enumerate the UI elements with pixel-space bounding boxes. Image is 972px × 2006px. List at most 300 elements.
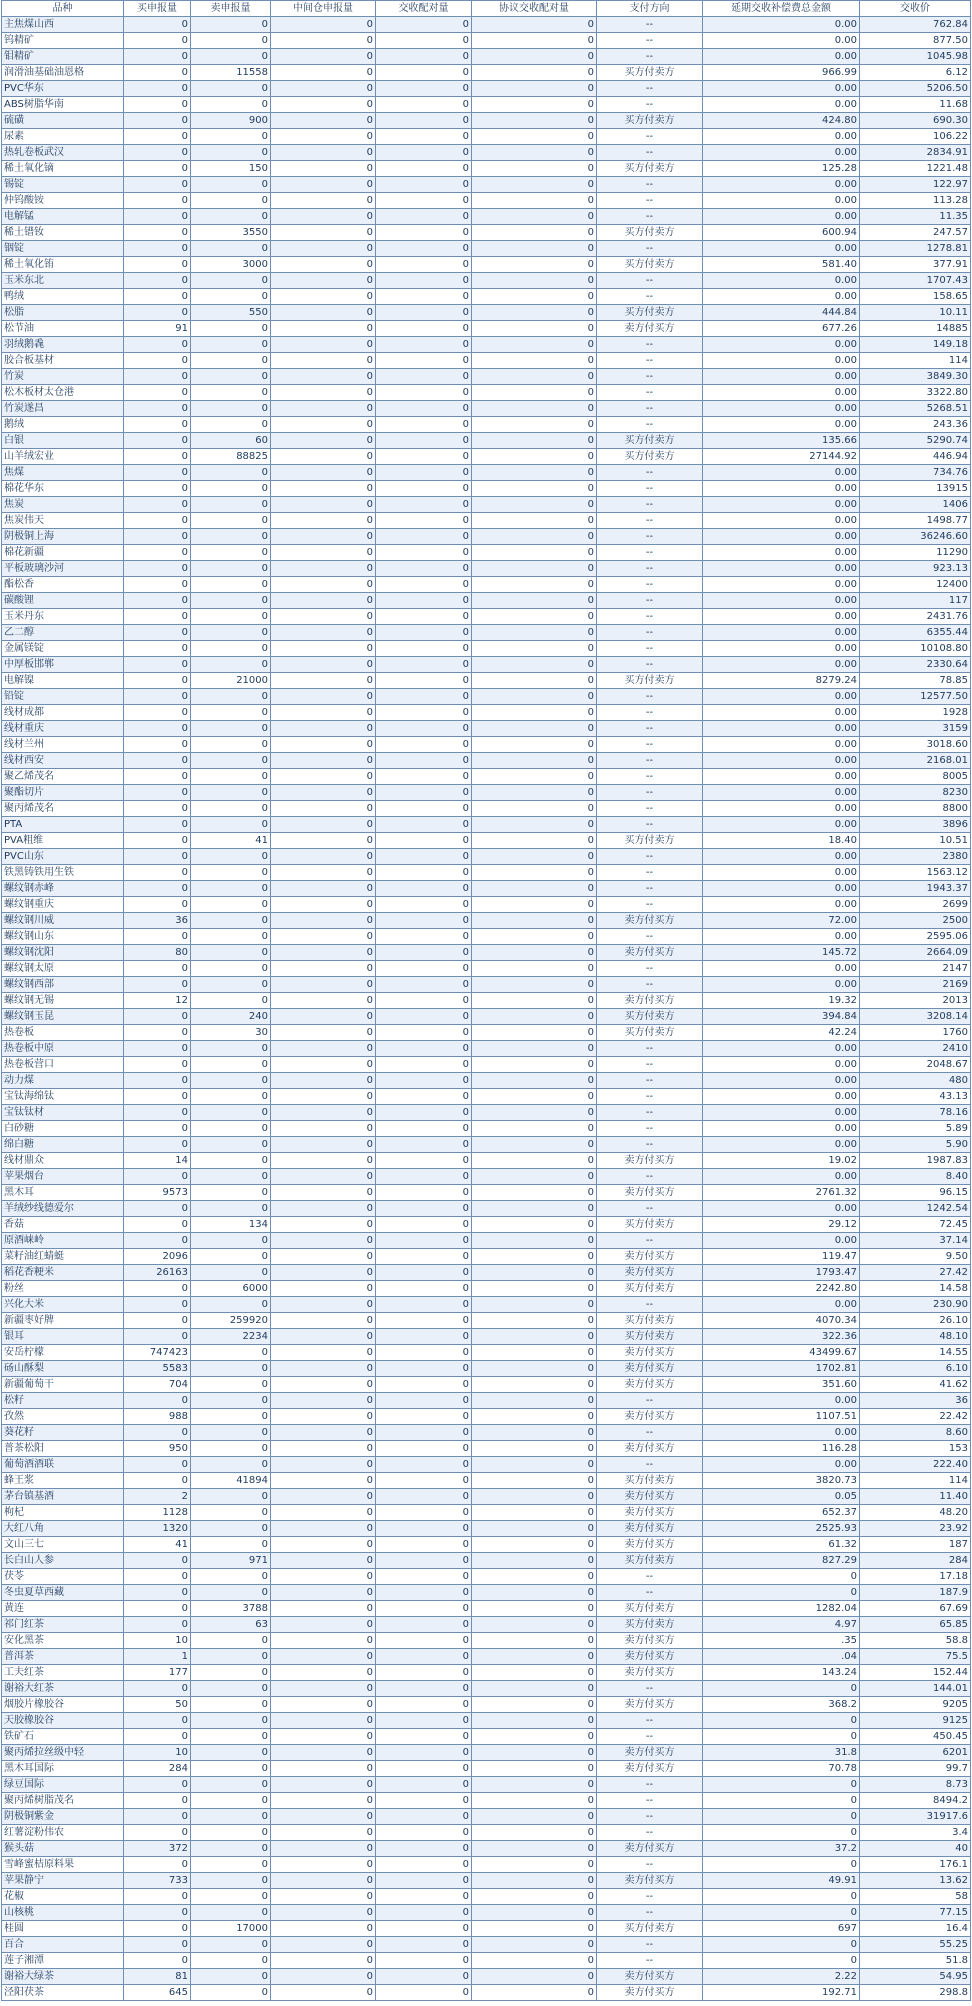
variety-cell: 棉花新疆 xyxy=(2,545,124,561)
intermediate-volume-cell: 0 xyxy=(271,593,376,609)
delivery-price-cell: 26.10 xyxy=(860,1313,971,1329)
intermediate-volume-cell: 0 xyxy=(271,961,376,977)
sell-volume-cell: 134 xyxy=(191,1217,271,1233)
intermediate-volume-cell: 0 xyxy=(271,849,376,865)
variety-cell: 电解镍 xyxy=(2,673,124,689)
buy-volume-cell: 0 xyxy=(124,513,191,529)
table-row xyxy=(2,1553,971,1569)
compensation-cell: 2242.80 xyxy=(703,1281,860,1297)
intermediate-volume-cell: 0 xyxy=(271,705,376,721)
matched-volume-cell: 0 xyxy=(376,865,472,881)
agreement-volume-cell: 0 xyxy=(472,609,597,625)
sell-volume-cell: 0 xyxy=(191,817,271,833)
agreement-volume-cell: 0 xyxy=(472,177,597,193)
compensation-cell: 4.97 xyxy=(703,1617,860,1633)
sell-volume-cell: 0 xyxy=(191,481,271,497)
intermediate-volume-cell: 0 xyxy=(271,65,376,81)
intermediate-volume-cell: 0 xyxy=(271,321,376,337)
compensation-cell: 0.00 xyxy=(703,177,860,193)
compensation-cell: 0.00 xyxy=(703,513,860,529)
variety-cell: 安化黑茶 xyxy=(2,1633,124,1649)
intermediate-volume-cell: 0 xyxy=(271,993,376,1009)
variety-cell: 新疆葡萄干 xyxy=(2,1377,124,1393)
compensation-cell: 0.00 xyxy=(703,1041,860,1057)
matched-volume-cell: 0 xyxy=(376,593,472,609)
agreement-volume-cell: 0 xyxy=(472,1777,597,1793)
payment-direction-cell: -- xyxy=(597,897,703,913)
delivery-price-cell: 114 xyxy=(860,1473,971,1489)
buy-volume-cell: 0 xyxy=(124,641,191,657)
agreement-volume-cell: 0 xyxy=(472,305,597,321)
buy-volume-cell: 0 xyxy=(124,929,191,945)
compensation-cell: 0.00 xyxy=(703,1297,860,1313)
buy-volume-cell: 0 xyxy=(124,273,191,289)
buy-volume-cell: 0 xyxy=(124,817,191,833)
table-row xyxy=(2,401,971,417)
buy-volume-cell: 14 xyxy=(124,1153,191,1169)
table-row xyxy=(2,1681,971,1697)
buy-volume-cell: 2 xyxy=(124,1489,191,1505)
matched-volume-cell: 0 xyxy=(376,385,472,401)
intermediate-volume-cell: 0 xyxy=(271,1137,376,1153)
payment-direction-cell: 卖方付买方 xyxy=(597,1153,703,1169)
agreement-volume-cell: 0 xyxy=(472,353,597,369)
payment-direction-cell: 卖方付买方 xyxy=(597,1249,703,1265)
agreement-volume-cell: 0 xyxy=(472,1329,597,1345)
delivery-price-cell: 14885 xyxy=(860,321,971,337)
compensation-cell: 42.24 xyxy=(703,1025,860,1041)
payment-direction-cell: 买方付卖方 xyxy=(597,1281,703,1297)
sell-volume-cell: 0 xyxy=(191,1345,271,1361)
delivery-price-cell: 17.18 xyxy=(860,1569,971,1585)
variety-cell: 线材兰州 xyxy=(2,737,124,753)
compensation-cell: 0.00 xyxy=(703,785,860,801)
buy-volume-cell: 0 xyxy=(124,1681,191,1697)
matched-volume-cell: 0 xyxy=(376,625,472,641)
delivery-price-cell: 923.13 xyxy=(860,561,971,577)
buy-volume-cell: 0 xyxy=(124,657,191,673)
payment-direction-cell: -- xyxy=(597,465,703,481)
variety-cell: 茅台镇基酒 xyxy=(2,1489,124,1505)
sell-volume-cell: 150 xyxy=(191,161,271,177)
sell-volume-cell: 17000 xyxy=(191,1921,271,1937)
table-row xyxy=(2,465,971,481)
variety-cell: 焦炭伟天 xyxy=(2,513,124,529)
intermediate-volume-cell: 0 xyxy=(271,1953,376,1969)
buy-volume-cell: 0 xyxy=(124,609,191,625)
payment-direction-cell: 卖方付买方 xyxy=(597,1361,703,1377)
table-row xyxy=(2,817,971,833)
buy-volume-cell: 950 xyxy=(124,1441,191,1457)
matched-volume-cell: 0 xyxy=(376,193,472,209)
table-row xyxy=(2,65,971,81)
compensation-cell: 0.00 xyxy=(703,417,860,433)
payment-direction-cell: -- xyxy=(597,33,703,49)
variety-cell: 粉丝 xyxy=(2,1281,124,1297)
buy-volume-cell: 988 xyxy=(124,1409,191,1425)
intermediate-volume-cell: 0 xyxy=(271,1281,376,1297)
sell-volume-cell: 0 xyxy=(191,1489,271,1505)
table-row xyxy=(2,241,971,257)
variety-cell: 聚丙烯茂名 xyxy=(2,801,124,817)
compensation-cell: 0.00 xyxy=(703,481,860,497)
delivery-price-cell: 37.14 xyxy=(860,1233,971,1249)
intermediate-volume-cell: 0 xyxy=(271,241,376,257)
buy-volume-cell: 0 xyxy=(124,1937,191,1953)
matched-volume-cell: 0 xyxy=(376,1345,472,1361)
delivery-price-cell: 450.45 xyxy=(860,1729,971,1745)
table-row xyxy=(2,273,971,289)
agreement-volume-cell: 0 xyxy=(472,1921,597,1937)
variety-cell: 主焦煤山西 xyxy=(2,17,124,33)
variety-cell: 红薯淀粉伟农 xyxy=(2,1825,124,1841)
table-row xyxy=(2,433,971,449)
sell-volume-cell: 0 xyxy=(191,897,271,913)
intermediate-volume-cell: 0 xyxy=(271,833,376,849)
sell-volume-cell: 0 xyxy=(191,241,271,257)
payment-direction-cell: -- xyxy=(597,641,703,657)
intermediate-volume-cell: 0 xyxy=(271,1905,376,1921)
matched-volume-cell: 0 xyxy=(376,609,472,625)
payment-direction-cell: -- xyxy=(597,1681,703,1697)
buy-volume-cell: 0 xyxy=(124,417,191,433)
payment-direction-cell: 买方付卖方 xyxy=(597,1473,703,1489)
table-row xyxy=(2,785,971,801)
variety-cell: 绿豆国际 xyxy=(2,1777,124,1793)
payment-direction-cell: 卖方付买方 xyxy=(597,1345,703,1361)
variety-cell: 松木板材太仓港 xyxy=(2,385,124,401)
delivery-price-cell: 5206.50 xyxy=(860,81,971,97)
intermediate-volume-cell: 0 xyxy=(271,609,376,625)
matched-volume-cell: 0 xyxy=(376,1009,472,1025)
buy-volume-cell: 0 xyxy=(124,1825,191,1841)
variety-cell: 宝钛钛材 xyxy=(2,1105,124,1121)
intermediate-volume-cell: 0 xyxy=(271,273,376,289)
compensation-cell: 0.00 xyxy=(703,1233,860,1249)
variety-cell: 猴头菇 xyxy=(2,1841,124,1857)
table-row xyxy=(2,481,971,497)
intermediate-volume-cell: 0 xyxy=(271,1201,376,1217)
intermediate-volume-cell: 0 xyxy=(271,721,376,737)
table-row xyxy=(2,1361,971,1377)
variety-cell: 普茶松阳 xyxy=(2,1441,124,1457)
compensation-cell: 119.47 xyxy=(703,1249,860,1265)
payment-direction-cell: -- xyxy=(597,1073,703,1089)
table-row xyxy=(2,369,971,385)
variety-cell: 烟胶片橡胶谷 xyxy=(2,1697,124,1713)
compensation-cell: 581.40 xyxy=(703,257,860,273)
payment-direction-cell: 卖方付买方 xyxy=(597,913,703,929)
payment-direction-cell: -- xyxy=(597,417,703,433)
buy-volume-cell: 0 xyxy=(124,33,191,49)
agreement-volume-cell: 0 xyxy=(472,385,597,401)
matched-volume-cell: 0 xyxy=(376,1153,472,1169)
buy-volume-cell: 0 xyxy=(124,1569,191,1585)
table-row xyxy=(2,1345,971,1361)
sell-volume-cell: 550 xyxy=(191,305,271,321)
matched-volume-cell: 0 xyxy=(376,321,472,337)
variety-cell: 孜然 xyxy=(2,1409,124,1425)
compensation-cell: 0.00 xyxy=(703,1073,860,1089)
matched-volume-cell: 0 xyxy=(376,289,472,305)
matched-volume-cell: 0 xyxy=(376,1953,472,1969)
variety-cell: 尿素 xyxy=(2,129,124,145)
compensation-cell: 0.00 xyxy=(703,737,860,753)
matched-volume-cell: 0 xyxy=(376,1073,472,1089)
intermediate-volume-cell: 0 xyxy=(271,657,376,673)
sell-volume-cell: 0 xyxy=(191,1121,271,1137)
matched-volume-cell: 0 xyxy=(376,961,472,977)
sell-volume-cell: 11558 xyxy=(191,65,271,81)
sell-volume-cell: 240 xyxy=(191,1009,271,1025)
compensation-cell: 0 xyxy=(703,1857,860,1873)
payment-direction-cell: 卖方付买方 xyxy=(597,1633,703,1649)
payment-direction-cell: 买方付卖方 xyxy=(597,1217,703,1233)
intermediate-volume-cell: 0 xyxy=(271,1777,376,1793)
variety-cell: 鸭绒 xyxy=(2,289,124,305)
agreement-volume-cell: 0 xyxy=(472,1313,597,1329)
delivery-price-cell: 3896 xyxy=(860,817,971,833)
table-row xyxy=(2,1249,971,1265)
intermediate-volume-cell: 0 xyxy=(271,1569,376,1585)
agreement-volume-cell: 0 xyxy=(472,161,597,177)
variety-cell: 稀土氧化镝 xyxy=(2,161,124,177)
agreement-volume-cell: 0 xyxy=(472,1489,597,1505)
buy-volume-cell: 0 xyxy=(124,209,191,225)
payment-direction-cell: 买方付卖方 xyxy=(597,1617,703,1633)
buy-volume-cell: 0 xyxy=(124,193,191,209)
buy-volume-cell: 0 xyxy=(124,849,191,865)
table-row xyxy=(2,177,971,193)
delivery-price-cell: 67.69 xyxy=(860,1601,971,1617)
variety-cell: 银耳 xyxy=(2,1329,124,1345)
intermediate-volume-cell: 0 xyxy=(271,1329,376,1345)
sell-volume-cell: 0 xyxy=(191,193,271,209)
matched-volume-cell: 0 xyxy=(376,897,472,913)
variety-cell: 聚酯切片 xyxy=(2,785,124,801)
sell-volume-cell: 0 xyxy=(191,369,271,385)
intermediate-volume-cell: 0 xyxy=(271,1409,376,1425)
buy-volume-cell: 12 xyxy=(124,993,191,1009)
delivery-price-cell: 480 xyxy=(860,1073,971,1089)
intermediate-volume-cell: 0 xyxy=(271,673,376,689)
delivery-price-cell: 31917.6 xyxy=(860,1809,971,1825)
compensation-cell: 351.60 xyxy=(703,1377,860,1393)
payment-direction-cell: -- xyxy=(597,1233,703,1249)
table-row xyxy=(2,1793,971,1809)
table-row xyxy=(2,1057,971,1073)
agreement-volume-cell: 0 xyxy=(472,1217,597,1233)
agreement-volume-cell: 0 xyxy=(472,1969,597,1985)
table-row xyxy=(2,1121,971,1137)
sell-volume-cell: 0 xyxy=(191,177,271,193)
variety-cell: 锡锭 xyxy=(2,177,124,193)
delivery-price-cell: 8005 xyxy=(860,769,971,785)
intermediate-volume-cell: 0 xyxy=(271,945,376,961)
variety-cell: 铁矿石 xyxy=(2,1729,124,1745)
buy-volume-cell: 0 xyxy=(124,1137,191,1153)
payment-direction-cell: -- xyxy=(597,817,703,833)
sell-volume-cell: 0 xyxy=(191,721,271,737)
intermediate-volume-cell: 0 xyxy=(271,1505,376,1521)
sell-volume-cell: 0 xyxy=(191,1905,271,1921)
delivery-price-cell: 117 xyxy=(860,593,971,609)
agreement-volume-cell: 0 xyxy=(472,1521,597,1537)
intermediate-volume-cell: 0 xyxy=(271,129,376,145)
sell-volume-cell: 0 xyxy=(191,545,271,561)
sell-volume-cell: 41 xyxy=(191,833,271,849)
buy-volume-cell: 0 xyxy=(124,1809,191,1825)
agreement-volume-cell: 0 xyxy=(472,145,597,161)
compensation-cell: 0.00 xyxy=(703,49,860,65)
payment-direction-cell: 卖方付买方 xyxy=(597,1409,703,1425)
delivery-price-cell: 8.73 xyxy=(860,1777,971,1793)
variety-cell: 文山三七 xyxy=(2,1537,124,1553)
sell-volume-cell: 0 xyxy=(191,753,271,769)
matched-volume-cell: 0 xyxy=(376,817,472,833)
table-row xyxy=(2,737,971,753)
agreement-volume-cell: 0 xyxy=(472,721,597,737)
matched-volume-cell: 0 xyxy=(376,1921,472,1937)
compensation-cell: 0.00 xyxy=(703,97,860,113)
intermediate-volume-cell: 0 xyxy=(271,433,376,449)
buy-volume-cell: 0 xyxy=(124,705,191,721)
sell-volume-cell: 259920 xyxy=(191,1313,271,1329)
buy-volume-cell: 0 xyxy=(124,1217,191,1233)
sell-volume-cell: 0 xyxy=(191,1057,271,1073)
buy-volume-cell: 0 xyxy=(124,737,191,753)
matched-volume-cell: 0 xyxy=(376,1169,472,1185)
variety-cell: 竹炭遂昌 xyxy=(2,401,124,417)
intermediate-volume-cell: 0 xyxy=(271,1873,376,1889)
delivery-price-cell: 153 xyxy=(860,1441,971,1457)
sell-volume-cell: 0 xyxy=(191,273,271,289)
delivery-price-cell: 11.68 xyxy=(860,97,971,113)
matched-volume-cell: 0 xyxy=(376,1745,472,1761)
agreement-volume-cell: 0 xyxy=(472,1825,597,1841)
matched-volume-cell: 0 xyxy=(376,1393,472,1409)
sell-volume-cell: 0 xyxy=(191,497,271,513)
delivery-price-cell: 48.10 xyxy=(860,1329,971,1345)
matched-volume-cell: 0 xyxy=(376,1441,472,1457)
agreement-volume-cell: 0 xyxy=(472,1729,597,1745)
compensation-cell: 0.00 xyxy=(703,1425,860,1441)
buy-volume-cell: 0 xyxy=(124,673,191,689)
delivery-price-cell: 11.40 xyxy=(860,1489,971,1505)
matched-volume-cell: 0 xyxy=(376,577,472,593)
payment-direction-cell: -- xyxy=(597,737,703,753)
table-row xyxy=(2,881,971,897)
buy-volume-cell: 10 xyxy=(124,1633,191,1649)
matched-volume-cell: 0 xyxy=(376,1697,472,1713)
matched-volume-cell: 0 xyxy=(376,545,472,561)
sell-volume-cell: 3550 xyxy=(191,225,271,241)
delivery-price-cell: 12577.50 xyxy=(860,689,971,705)
buy-volume-cell: 0 xyxy=(124,529,191,545)
table-row xyxy=(2,305,971,321)
sell-volume-cell: 3788 xyxy=(191,1601,271,1617)
intermediate-volume-cell: 0 xyxy=(271,113,376,129)
sell-volume-cell: 0 xyxy=(191,337,271,353)
agreement-volume-cell: 0 xyxy=(472,1153,597,1169)
delivery-price-cell: 1242.54 xyxy=(860,1201,971,1217)
compensation-cell: 1702.81 xyxy=(703,1361,860,1377)
matched-volume-cell: 0 xyxy=(376,273,472,289)
payment-direction-cell: 卖方付买方 xyxy=(597,945,703,961)
payment-direction-cell: 卖方付买方 xyxy=(597,1649,703,1665)
matched-volume-cell: 0 xyxy=(376,1233,472,1249)
sell-volume-cell: 0 xyxy=(191,1441,271,1457)
sell-volume-cell: 0 xyxy=(191,945,271,961)
delivery-price-cell: 10.51 xyxy=(860,833,971,849)
intermediate-volume-cell: 0 xyxy=(271,625,376,641)
sell-volume-cell: 0 xyxy=(191,1537,271,1553)
matched-volume-cell: 0 xyxy=(376,481,472,497)
variety-cell: 阴极铜紫金 xyxy=(2,1809,124,1825)
payment-direction-cell: 卖方付买方 xyxy=(597,1665,703,1681)
delivery-price-cell: 58.8 xyxy=(860,1633,971,1649)
buy-volume-cell: 0 xyxy=(124,1025,191,1041)
variety-cell: 谢裕大红茶 xyxy=(2,1681,124,1697)
buy-volume-cell: 0 xyxy=(124,385,191,401)
agreement-volume-cell: 0 xyxy=(472,1713,597,1729)
agreement-volume-cell: 0 xyxy=(472,1873,597,1889)
buy-volume-cell: 0 xyxy=(124,865,191,881)
payment-direction-cell: -- xyxy=(597,529,703,545)
agreement-volume-cell: 0 xyxy=(472,369,597,385)
buy-volume-cell: 0 xyxy=(124,65,191,81)
variety-cell: 冬虫夏草西藏 xyxy=(2,1585,124,1601)
compensation-cell: 0.00 xyxy=(703,529,860,545)
agreement-volume-cell: 0 xyxy=(472,1793,597,1809)
matched-volume-cell: 0 xyxy=(376,1057,472,1073)
variety-cell: 蜂王浆 xyxy=(2,1473,124,1489)
payment-direction-cell: 买方付卖方 xyxy=(597,1025,703,1041)
table-row xyxy=(2,1761,971,1777)
table-row xyxy=(2,1105,971,1121)
delivery-price-cell: 10.11 xyxy=(860,305,971,321)
table-row xyxy=(2,769,971,785)
intermediate-volume-cell: 0 xyxy=(271,177,376,193)
matched-volume-cell: 0 xyxy=(376,705,472,721)
compensation-cell: 0.00 xyxy=(703,353,860,369)
intermediate-volume-cell: 0 xyxy=(271,1313,376,1329)
sell-volume-cell: 0 xyxy=(191,81,271,97)
agreement-volume-cell: 0 xyxy=(472,1537,597,1553)
sell-volume-cell: 3000 xyxy=(191,257,271,273)
sell-volume-cell: 0 xyxy=(191,689,271,705)
buy-volume-cell: 0 xyxy=(124,1329,191,1345)
sell-volume-cell: 0 xyxy=(191,1745,271,1761)
table-row xyxy=(2,529,971,545)
buy-volume-cell: 0 xyxy=(124,1473,191,1489)
table-row xyxy=(2,1009,971,1025)
variety-cell: 宝钛海绵钛 xyxy=(2,1089,124,1105)
compensation-cell: 0.00 xyxy=(703,929,860,945)
matched-volume-cell: 0 xyxy=(376,769,472,785)
sell-volume-cell: 0 xyxy=(191,1073,271,1089)
table-row xyxy=(2,1217,971,1233)
sell-volume-cell: 0 xyxy=(191,1505,271,1521)
payment-direction-cell: 卖方付买方 xyxy=(597,1505,703,1521)
matched-volume-cell: 0 xyxy=(376,17,472,33)
agreement-volume-cell: 0 xyxy=(472,785,597,801)
table-row xyxy=(2,353,971,369)
table-row xyxy=(2,657,971,673)
table-row xyxy=(2,561,971,577)
compensation-cell: 0.00 xyxy=(703,241,860,257)
matched-volume-cell: 0 xyxy=(376,1489,472,1505)
